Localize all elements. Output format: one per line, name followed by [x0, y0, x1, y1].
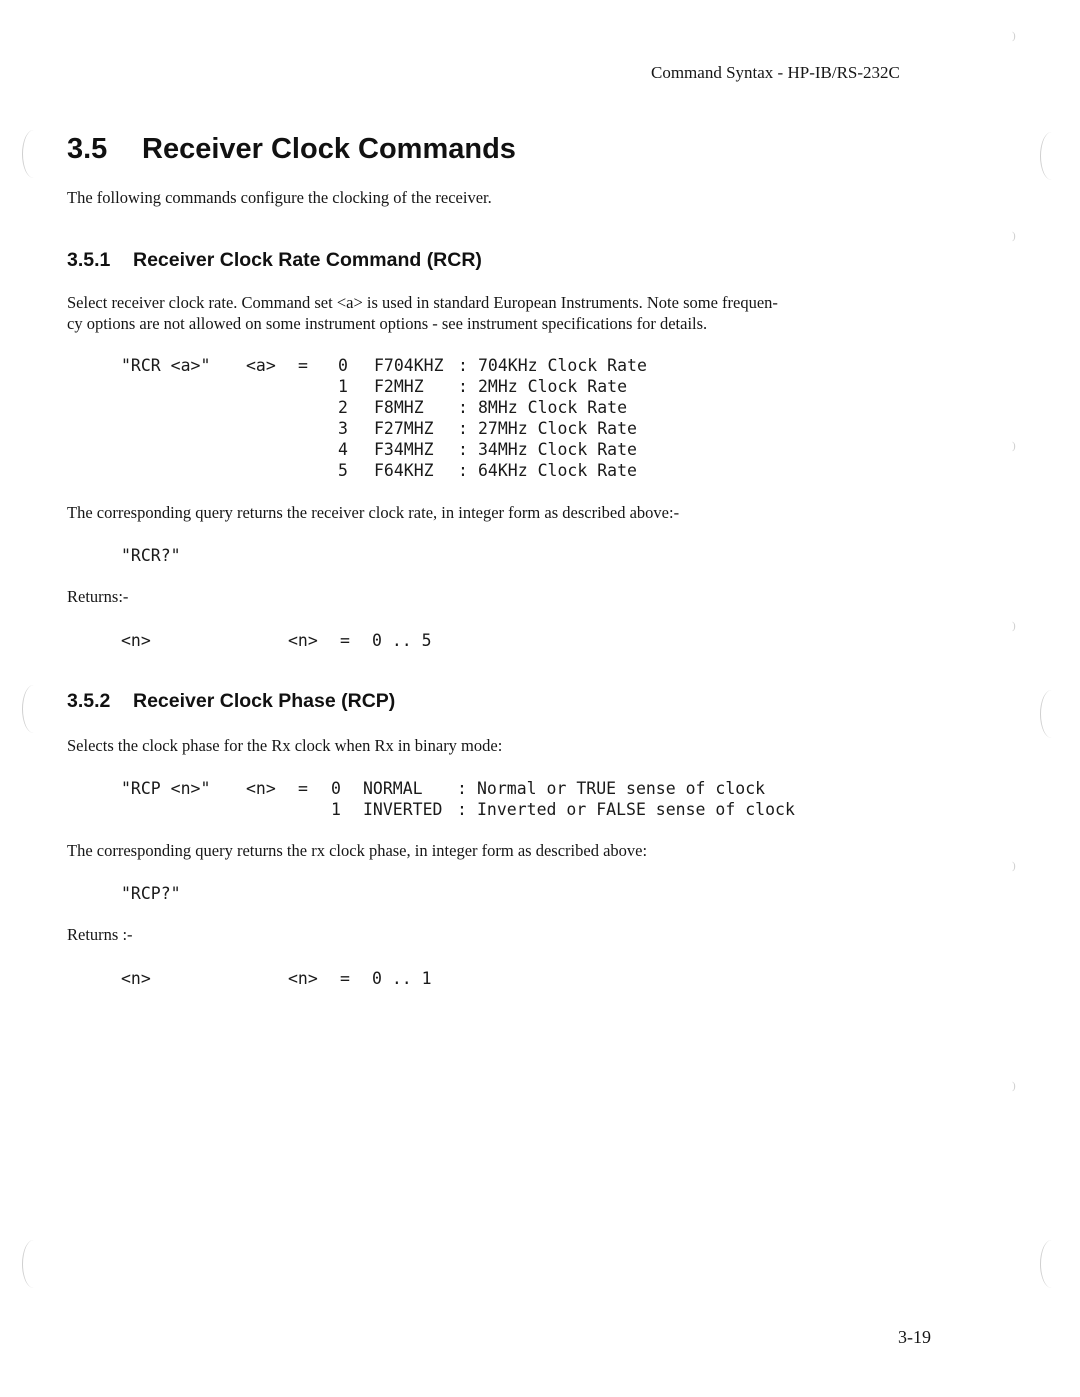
option-value: 2	[338, 398, 348, 417]
rcp-param: <n>	[246, 779, 276, 798]
rcr-number: 3.5.1	[67, 249, 111, 271]
option-name: NORMAL	[363, 779, 423, 798]
rcr-return-equals: =	[340, 631, 350, 650]
option-description: Normal or TRUE sense of clock	[477, 779, 766, 798]
rcr-option-separators	[458, 355, 468, 481]
rcp-option-separators	[457, 778, 467, 820]
option-separator: :	[458, 377, 468, 396]
rcr-return-param-repeat: <n>	[288, 631, 318, 650]
rcp-query: "RCP?"	[121, 884, 181, 903]
rcr-query-text: The corresponding query returns the receiver clock rate, in integer form as described above:-	[67, 503, 680, 522]
rcp-title: Receiver Clock Phase (RCP)	[133, 690, 396, 712]
edge-mark: )	[1012, 860, 1016, 872]
rcp-number: 3.5.2	[67, 690, 111, 712]
rcr-return-param: <n>	[121, 631, 151, 650]
binding-hole-mark	[22, 685, 45, 733]
edge-mark: )	[1012, 440, 1016, 452]
option-value: 1	[331, 800, 341, 819]
rcr-desc-line1: Select receiver clock rate. Command set <a> is used in standard European Instruments. Note some frequen-	[67, 293, 778, 312]
option-description: 27MHz Clock Rate	[478, 419, 637, 438]
page-number: 3-19	[898, 1327, 931, 1347]
rcr-equals: =	[298, 356, 308, 375]
option-separator: :	[457, 800, 467, 819]
option-value: 3	[338, 419, 348, 438]
option-name: F64KHZ	[374, 461, 434, 480]
option-value: 5	[338, 461, 348, 480]
option-description: 8MHz Clock Rate	[478, 398, 628, 417]
option-separator: :	[458, 461, 468, 480]
option-description: 2MHz Clock Rate	[478, 377, 628, 396]
rcp-returns-label: Returns :-	[67, 925, 133, 944]
binding-hole-mark	[22, 130, 45, 178]
rcr-returns-label: Returns:-	[67, 587, 129, 606]
rcr-return-range: 0 .. 5	[372, 631, 432, 650]
rcr-title: Receiver Clock Rate Command (RCR)	[133, 249, 482, 271]
rcp-option-values	[331, 778, 351, 820]
rcp-desc: Selects the clock phase for the Rx clock when Rx in binary mode:	[67, 736, 503, 755]
option-separator: :	[458, 440, 468, 459]
section-intro: The following commands configure the clocking of the receiver.	[67, 188, 492, 207]
rcp-syntax: "RCP <n>"	[121, 779, 211, 798]
rcp-return-param-repeat: <n>	[288, 969, 318, 988]
option-description: 64KHz Clock Rate	[478, 461, 637, 480]
binding-hole-mark	[1040, 132, 1063, 180]
binding-hole-mark	[1040, 1240, 1063, 1288]
edge-mark: )	[1012, 30, 1016, 42]
edge-mark: )	[1012, 230, 1016, 242]
option-description: Inverted or FALSE sense of clock	[477, 800, 795, 819]
section-number: 3.5	[67, 133, 108, 165]
option-value: 4	[338, 440, 348, 459]
rcr-option-names	[374, 355, 444, 481]
rcr-option-values	[338, 355, 358, 481]
rcp-option-names	[363, 778, 442, 820]
option-description: 34MHz Clock Rate	[478, 440, 637, 459]
option-name: F2MHZ	[374, 377, 424, 396]
option-description: 704KHz Clock Rate	[478, 356, 647, 375]
option-separator: :	[457, 779, 467, 798]
rcp-equals: =	[298, 779, 308, 798]
option-value: 1	[338, 377, 348, 396]
edge-mark: )	[1012, 620, 1016, 632]
option-name: F34MHZ	[374, 440, 434, 459]
binding-hole-mark	[1040, 690, 1063, 738]
option-name: F704KHZ	[374, 356, 444, 375]
option-separator: :	[458, 419, 468, 438]
option-name: INVERTED	[363, 800, 443, 819]
rcr-param: <a>	[246, 356, 276, 375]
option-value: 0	[331, 779, 341, 798]
edge-mark: )	[1012, 1080, 1016, 1092]
rcr-syntax: "RCR <a>"	[121, 356, 211, 375]
option-separator: :	[458, 356, 468, 375]
rcp-option-descriptions	[477, 778, 795, 820]
rcp-return-param: <n>	[121, 969, 151, 988]
option-separator: :	[458, 398, 468, 417]
option-name: F27MHZ	[374, 419, 434, 438]
option-name: F8MHZ	[374, 398, 424, 417]
rcr-desc-line2: cy options are not allowed on some instrument options - see instrument specifications for details.	[67, 314, 708, 333]
running-header: Command Syntax - HP-IB/RS-232C	[651, 63, 900, 82]
option-value: 0	[338, 356, 348, 375]
rcp-return-equals: =	[340, 969, 350, 988]
rcr-query: "RCR?"	[121, 546, 181, 565]
section-title: Receiver Clock Commands	[142, 133, 516, 165]
rcr-option-descriptions	[478, 355, 647, 481]
rcp-return-range: 0 .. 1	[372, 969, 432, 988]
binding-hole-mark	[22, 1240, 45, 1288]
rcp-query-text: The corresponding query returns the rx clock phase, in integer form as described above:	[67, 841, 648, 860]
